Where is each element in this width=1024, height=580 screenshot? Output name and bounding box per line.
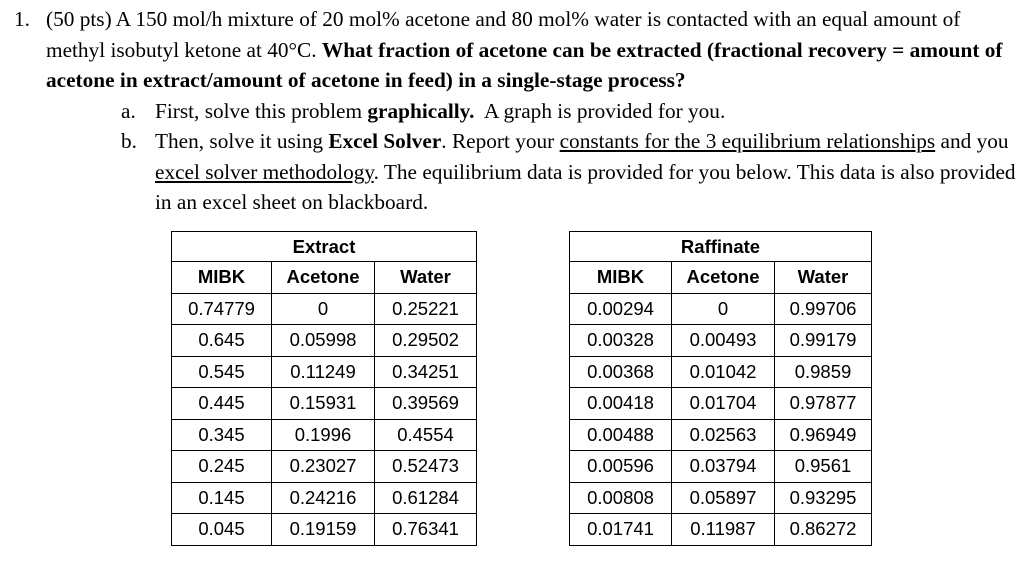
table-row [172,293,477,325]
extract-rows [172,293,477,545]
extract-col-header: MIBK [172,262,272,294]
table-row [570,325,872,357]
raffinate-col-header: Water [775,262,872,294]
table-cell: 0.145 [172,482,272,514]
part-b-label: b. [121,129,137,153]
table-cell: 0.74779 [172,293,272,325]
question-intro: (50 pts) A 150 mol/h mixture of 20 mol% acetone and 80 mol% water is contacted with an equal amount of methyl isobutyl ketone at 40°C. [46,7,961,62]
part-a [14,96,1020,127]
table-cell: 0.99706 [775,293,872,325]
part-b-underline-methodology: excel solver methodology [155,159,374,184]
table-cell: 0 [272,293,375,325]
table-cell: 0.11987 [672,514,775,546]
part-a-bold: graphically. [367,98,475,123]
table-row [570,482,872,514]
table-cell: 0.00808 [570,482,672,514]
table-row [172,451,477,483]
table-row [570,388,872,420]
table-cell: 0.34251 [375,356,477,388]
part-b-text-2: . Report your [441,129,560,153]
table-cell: 0.9561 [775,451,872,483]
table-cell: 0.00328 [570,325,672,357]
table-cell: 0.00368 [570,356,672,388]
part-b-text: Then, solve it using [155,129,329,153]
table-row [172,388,477,420]
extract-col-header: Water [375,262,477,294]
table-cell: 0.11249 [272,356,375,388]
table-cell: 0.02563 [672,419,775,451]
table-cell: 0.4554 [375,419,477,451]
table-row [570,419,872,451]
table-row [172,482,477,514]
table-cell: 0.99179 [775,325,872,357]
table-cell: 0.93295 [775,482,872,514]
table-cell: 0.01042 [672,356,775,388]
table-cell: 0.01704 [672,388,775,420]
table-row [570,356,872,388]
part-b-underline-constants: constants for the 3 equilibrium relationships [559,129,936,153]
question-bold-prompt: What fraction of acetone can be extracted (fractional recovery = amount of acetone in extract/amount of acetone in feed) in a single-stage process? [46,37,1003,92]
part-a-text-end: A graph is provided for you. [474,98,726,123]
table-cell: 0.52473 [375,451,477,483]
extract-table [171,231,477,546]
table-cell: 0.61284 [375,482,477,514]
table-cell: 0.00493 [672,325,775,357]
table-cell: 0.445 [172,388,272,420]
table-cell: 0.1996 [272,419,375,451]
table-row [172,325,477,357]
part-a-text: First, solve this problem [155,98,368,123]
extract-title: Extract [172,232,477,262]
table-cell: 0.345 [172,419,272,451]
table-cell: 0.15931 [272,388,375,420]
table-cell: 0.39569 [375,388,477,420]
table-cell: 0.045 [172,514,272,546]
part-a-label: a. [121,98,136,123]
table-cell: 0.19159 [272,514,375,546]
question-number: 1. [14,7,30,31]
part-b-text-4: . The equilibrium data is provided for you below. This data is also provided in an excel sheet on blackboard. [155,159,1016,214]
table-cell: 0.05998 [272,325,375,357]
table-row [570,514,872,546]
question-paragraph [14,4,1020,96]
table-cell: 0.01741 [570,514,672,546]
part-b-bold: Excel Solver [328,129,442,153]
raffinate-rows [570,293,872,545]
part-b-text-3: and you [935,129,1009,153]
problem-statement [14,4,1020,218]
table-row [172,419,477,451]
table-cell: 0.00418 [570,388,672,420]
table-row [570,293,872,325]
table-cell: 0.00294 [570,293,672,325]
raffinate-col-header: MIBK [570,262,672,294]
table-row [570,451,872,483]
table-cell: 0.97877 [775,388,872,420]
table-cell: 0.00488 [570,419,672,451]
table-cell: 0.76341 [375,514,477,546]
part-b [14,126,1020,218]
table-row [172,514,477,546]
raffinate-title: Raffinate [570,232,872,262]
table-cell: 0.23027 [272,451,375,483]
table-cell: 0.00596 [570,451,672,483]
table-cell: 0 [672,293,775,325]
table-cell: 0.25221 [375,293,477,325]
table-cell: 0.245 [172,451,272,483]
table-cell: 0.29502 [375,325,477,357]
raffinate-table [569,231,872,546]
table-cell: 0.05897 [672,482,775,514]
table-cell: 0.96949 [775,419,872,451]
table-cell: 0.545 [172,356,272,388]
table-cell: 0.03794 [672,451,775,483]
table-row [172,356,477,388]
extract-col-header: Acetone [272,262,375,294]
table-cell: 0.645 [172,325,272,357]
table-cell: 0.9859 [775,356,872,388]
table-cell: 0.86272 [775,514,872,546]
raffinate-col-header: Acetone [672,262,775,294]
table-cell: 0.24216 [272,482,375,514]
